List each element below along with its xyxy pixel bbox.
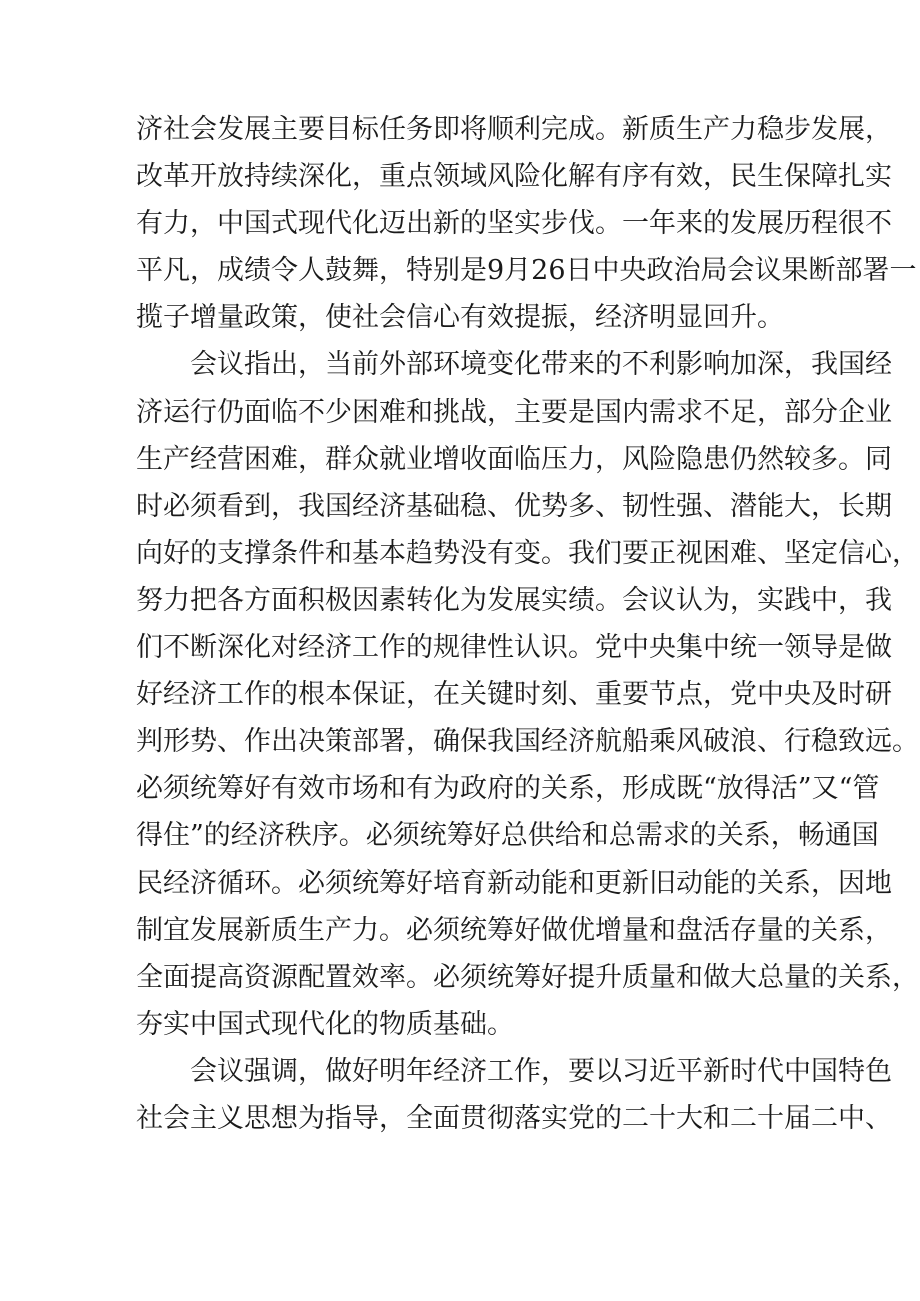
- text-line: 努力把各方面积极因素转化为发展实绩。会议认为，实践中，我: [136, 584, 892, 616]
- text-line: 得住”的经济秩序。必须统筹好总供给和总需求的关系，畅通国: [136, 820, 879, 852]
- text-line: 改革开放持续深化，重点领域风险化解有序有效，民生保障扎实: [136, 161, 892, 193]
- text-line: 好经济工作的根本保证，在关键时刻、重要节点，党中央及时研: [136, 679, 892, 711]
- text-line: 济社会发展主要目标任务即将顺利完成。新质生产力稳步发展，: [136, 114, 892, 145]
- text-line: 生产经营困难，群众就业增收面临压力，风险隐患仍然较多。同: [136, 443, 892, 475]
- text-line: 夯实中国式现代化的物质基础。: [136, 1008, 514, 1040]
- text-line: 会议强调，做好明年经济工作，要以习近平新时代中国特色: [190, 1055, 892, 1087]
- text-line: 会议指出，当前外部环境变化带来的不利影响加深，我国经: [190, 349, 892, 381]
- text-line: 必须统筹好有效市场和有为政府的关系，形成既“放得活”又“管: [136, 773, 880, 805]
- body-text: [136, 106, 919, 1142]
- text-line: 制宜发展新质生产力。必须统筹好做优增量和盘活存量的关系，: [136, 914, 892, 946]
- text-line: 们不断深化对经济工作的规律性认识。党中央集中统一领导是做: [136, 632, 892, 664]
- text-line: 揽子增量政策，使社会信心有效提振，经济明显回升。: [136, 302, 784, 334]
- text-line: 时必须看到，我国经济基础稳、优势多、韧性强、潜能大，长期: [136, 490, 892, 522]
- text-line: 有力，中国式现代化迈出新的坚实步伐。一年来的发展历程很不: [136, 208, 892, 240]
- text-line: 向好的支撑条件和基本趋势没有变。我们要正视困难、坚定信心，: [136, 537, 919, 569]
- text-line: 民经济循环。必须统筹好培育新动能和更新旧动能的关系，因地: [136, 867, 892, 899]
- text-line: 济运行仍面临不少困难和挑战，主要是国内需求不足，部分企业: [136, 396, 892, 428]
- text-line: 社会主义思想为指导，全面贯彻落实党的二十大和二十届二中、: [136, 1102, 892, 1134]
- text-line: 平凡，成绩令人鼓舞，特别是9月26日中央政治局会议果断部署一: [136, 255, 917, 287]
- text-line: 判形势、作出决策部署，确保我国经济航船乘风破浪、行稳致远。: [136, 726, 919, 758]
- text-line: 全面提高资源配置效率。必须统筹好提升质量和做大总量的关系，: [136, 961, 919, 993]
